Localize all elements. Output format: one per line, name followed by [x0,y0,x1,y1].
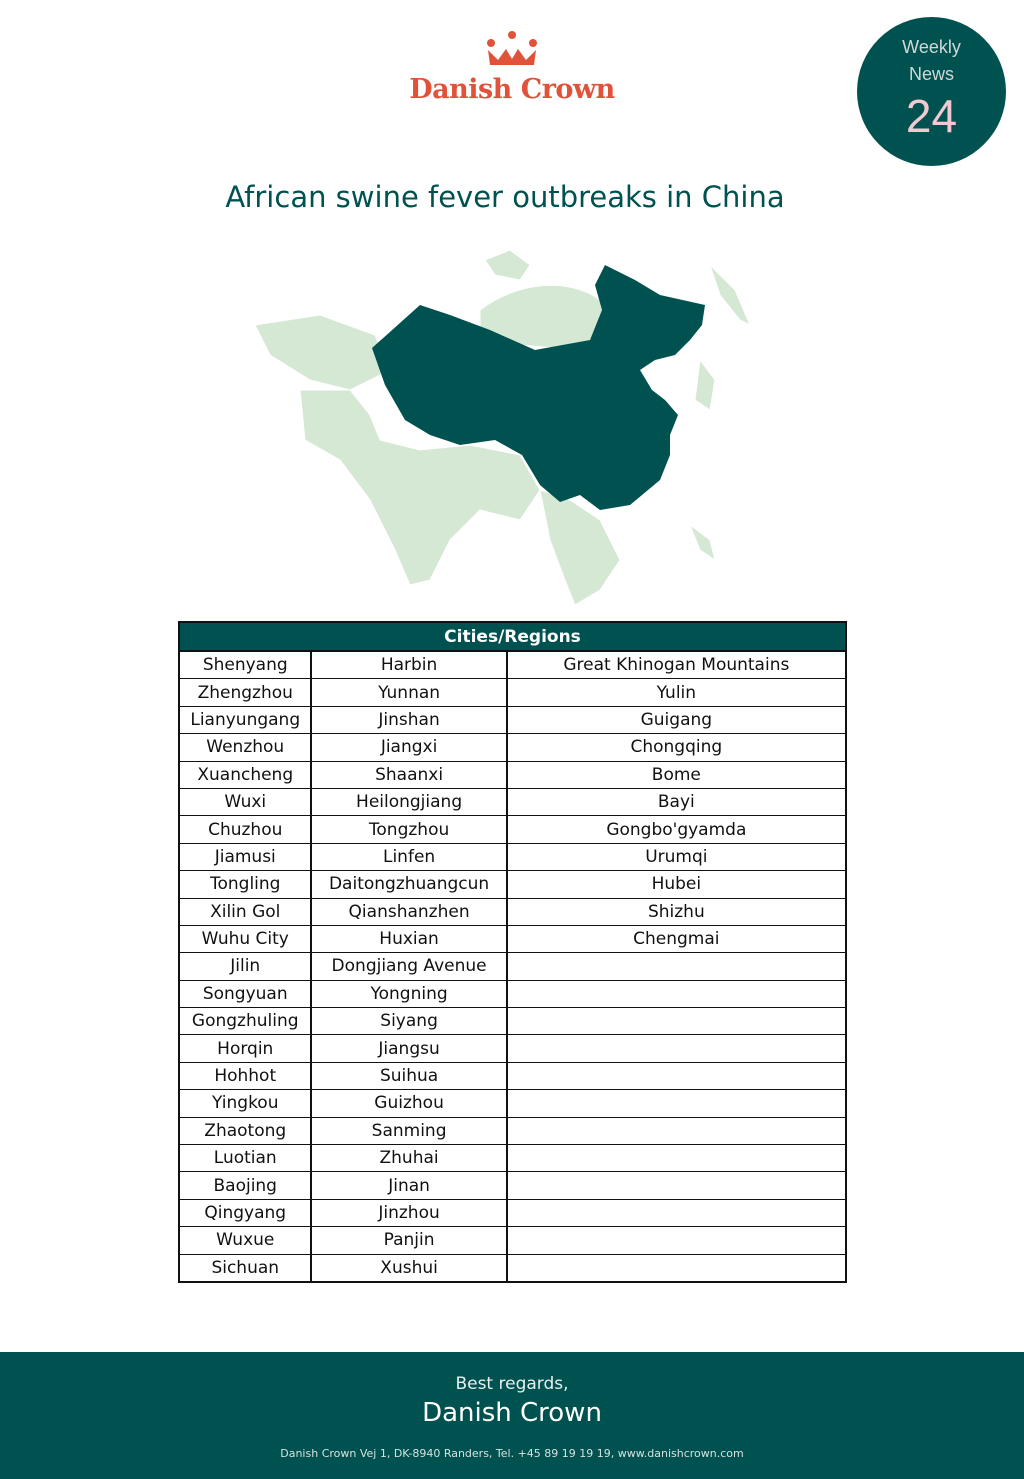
table-cell [507,1090,846,1117]
table-cell: Chengmai [507,925,846,952]
table-row [179,1145,846,1172]
table-cell: Hohhot [179,1062,311,1089]
table-cell: Wenzhou [179,734,311,761]
table-cell: Horqin [179,1035,311,1062]
table-cell: Tongling [179,871,311,898]
table-cell: Zhuhai [311,1145,506,1172]
table-cell: Jiangxi [311,734,506,761]
table-cell [507,1062,846,1089]
table-row [179,651,846,679]
footer [0,1352,1024,1479]
table-cell: Wuxi [179,788,311,815]
table-row [179,1035,846,1062]
table-cell: Hubei [507,871,846,898]
table-cell: Chongqing [507,734,846,761]
table-cell: Jiangsu [311,1035,506,1062]
table-row [179,898,846,925]
table-cell: Songyuan [179,980,311,1007]
table-cell [507,1172,846,1199]
table-cell: Guigang [507,706,846,733]
table-cell [507,1145,846,1172]
table-cell: Xilin Gol [179,898,311,925]
table-row [179,706,846,733]
table-cell: Baojing [179,1172,311,1199]
table-cell: Huxian [311,925,506,952]
table-cell: Bayi [507,788,846,815]
table-cell: Shenyang [179,651,311,679]
table-cell: Xushui [311,1254,506,1282]
table-cell: Lianyungang [179,706,311,733]
crown-icon [482,30,542,66]
table-row [179,980,846,1007]
cities-regions-table [178,621,847,1283]
table-row [179,734,846,761]
table-row [179,816,846,843]
table-row [179,1254,846,1282]
table-row [179,843,846,870]
table-cell [507,1035,846,1062]
table-cell: Great Khinogan Mountains [507,651,846,679]
table-cell: Jinshan [311,706,506,733]
table-cell [507,953,846,980]
table-cell: Daitongzhuangcun [311,871,506,898]
table-cell [507,1199,846,1226]
table-cell: Wuhu City [179,925,311,952]
table-cell: Linfen [311,843,506,870]
table-cell: Urumqi [507,843,846,870]
table-row [179,1117,846,1144]
table-cell: Jilin [179,953,311,980]
table-row [179,1227,846,1254]
table-body [179,651,846,1282]
table-cell: Shaanxi [311,761,506,788]
footer-address: Danish Crown Vej 1, DK-8940 Randers, Tel. +45 89 19 19 19, www.danishcrown.com [280,1447,744,1460]
table-cell: Chuzhou [179,816,311,843]
table-cell: Yingkou [179,1090,311,1117]
table-cell: Jinzhou [311,1199,506,1226]
badge-label-weekly: Weekly [902,37,961,57]
table-cell: Zhengzhou [179,679,311,706]
table-cell: Sichuan [179,1254,311,1282]
table-header: Cities/Regions [179,622,846,651]
table-row [179,788,846,815]
table-cell: Sanming [311,1117,506,1144]
table-cell: Xuancheng [179,761,311,788]
table-row [179,1199,846,1226]
table-cell: Tongzhou [311,816,506,843]
footer-greeting: Best regards, [455,1374,569,1394]
table-cell [507,1254,846,1282]
table-row [179,1172,846,1199]
table-cell: Gongzhuling [179,1008,311,1035]
table-cell: Yunnan [311,679,506,706]
table-row [179,925,846,952]
table-cell: Qingyang [179,1199,311,1226]
table-cell: Wuxue [179,1227,311,1254]
logo-wordmark: Danish Crown [409,74,615,105]
badge-issue-number: 24 [905,90,958,142]
table-cell: Yulin [507,679,846,706]
table-cell: Harbin [311,651,506,679]
table-cell: Heilongjiang [311,788,506,815]
table-cell: Luotian [179,1145,311,1172]
table-cell: Qianshanzhen [311,898,506,925]
table-cell: Zhaotong [179,1117,311,1144]
asia-map [190,240,770,620]
table-row [179,679,846,706]
table-cell: Guizhou [311,1090,506,1117]
table-cell [507,1117,846,1144]
table-cell [507,980,846,1007]
table-cell: Jiamusi [179,843,311,870]
page-title: African swine fever outbreaks in China [225,180,785,214]
table-cell: Panjin [311,1227,506,1254]
table-cell: Shizhu [507,898,846,925]
table-cell: Bome [507,761,846,788]
table-cell: Jinan [311,1172,506,1199]
badge-label-news: News [908,64,954,84]
weekly-news-badge [857,17,1006,166]
footer-company: Danish Crown [422,1398,602,1428]
table-cell: Yongning [311,980,506,1007]
table-row [179,1008,846,1035]
table-row [179,761,846,788]
table-cell: Siyang [311,1008,506,1035]
table-cell: Dongjiang Avenue [311,953,506,980]
table-row [179,1090,846,1117]
table-row [179,953,846,980]
table-cell [507,1008,846,1035]
table-cell [507,1227,846,1254]
table-row [179,1062,846,1089]
table-cell: Suihua [311,1062,506,1089]
table-cell: Gongbo'gyamda [507,816,846,843]
table-row [179,871,846,898]
